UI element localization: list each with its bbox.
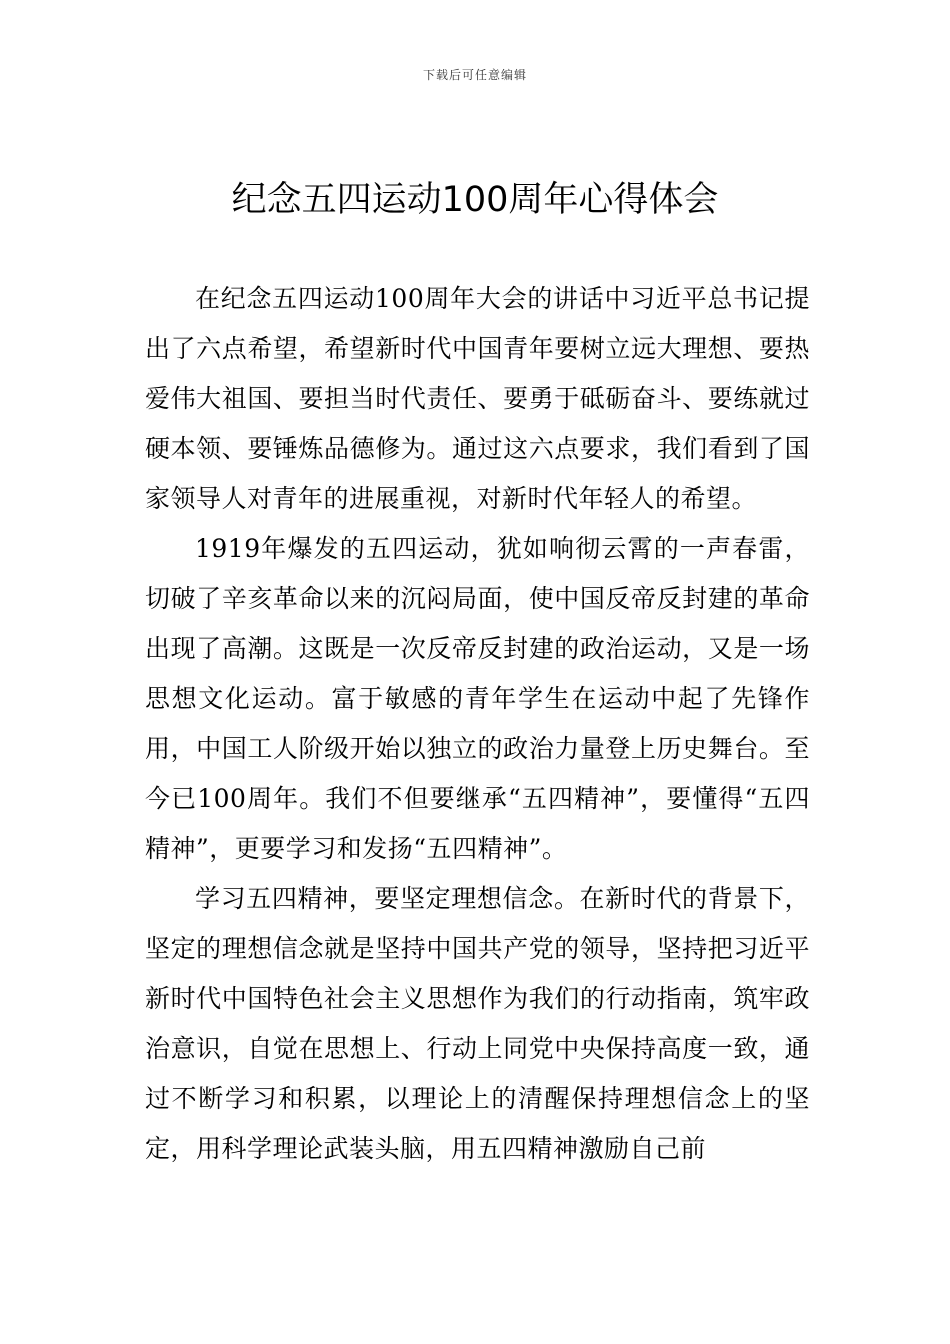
header-note: 下载后可任意编辑 [422, 68, 527, 82]
paragraph-2: 1919年爆发的五四运动，犹如响彻云霄的一声春雷，切破了辛亥革命以来的沉闷局面，使中国反帝反封建的革命出现了高潮。这既是一次反帝反封建的政治运动，又是一场思想文化运动。富于敏感的青年学生在运动中起了先锋作用，中国工人阶级开始以独立的政治力量登上历史舞台。至今已100周年。我们不但要继承“五四精神”，要懂得“五四精神”，更要学习和发扬“五四精神”。 [145, 534, 810, 863]
document-title: 纪念五四运动100周年心得体会 [231, 180, 719, 220]
paragraph-1: 在纪念五四运动100周年大会的讲话中习近平总书记提出了六点希望，希望新时代中国青年要树立远大理想、要热爱伟大祖国、要担当时代责任、要勇于砥砺奋斗、要练就过硬本领、要锤炼品德修为。通过这六点要求，我们看到了国家领导人对青年的进展重视，对新时代年轻人的希望。 [145, 284, 810, 513]
document-body [145, 274, 810, 1174]
paragraph-3: 学习五四精神，要坚定理想信念。在新时代的背景下，坚定的理想信念就是坚持中国共产党的领导，坚持把习近平新时代中国特色社会主义思想作为我们的行动指南，筑牢政治意识，自觉在思想上、行动上同党中央保持高度一致，通过不断学习和积累，以理论上的清醒保持理想信念上的坚定，用科学理论武装头脑，用五四精神激励自己前 [145, 884, 810, 1163]
